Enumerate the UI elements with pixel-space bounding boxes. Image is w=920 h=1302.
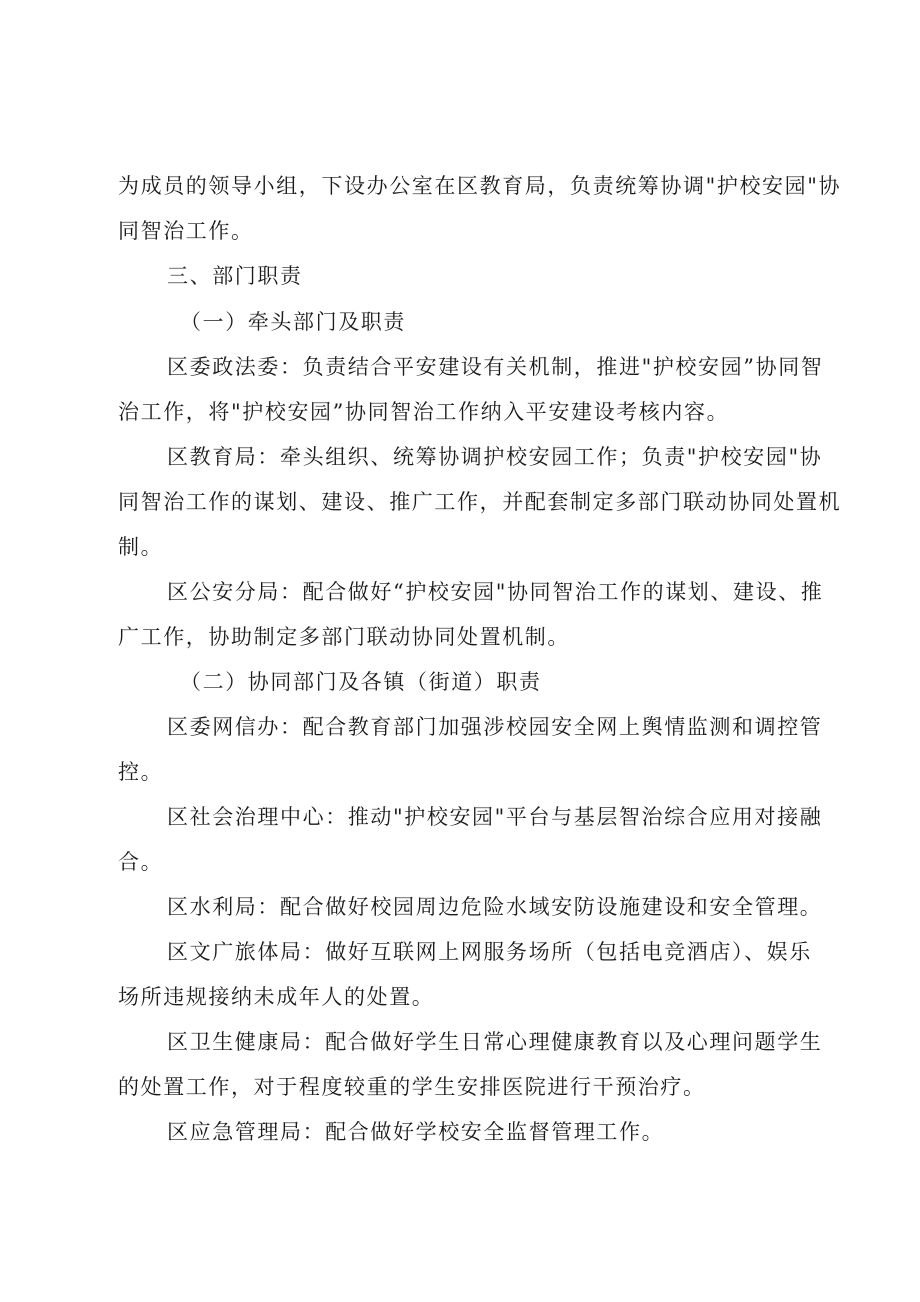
paragraph-line: 治工作，将"护校安园”协同智治工作纳入平安建设考核内容。 bbox=[118, 400, 730, 424]
paragraph-line: 区委网信办：配合教育部门加强涉校园安全网上舆情监测和调控管 bbox=[167, 715, 823, 739]
paragraph-line: 区委政法委：负责结合平安建设有关机制，推进"护校安园”协同智 bbox=[167, 355, 824, 379]
paragraph-line: 区应急管理局：配合做好学校安全监督管理工作。 bbox=[167, 1120, 665, 1144]
paragraph-line: 区教育局：牵头组织、统筹协调护校安园工作；负责"护校安园"协 bbox=[167, 445, 823, 469]
paragraph-line: 区社会治理中心：推动"护校安园"平台与基层智治综合应用对接融 bbox=[167, 805, 823, 829]
paragraph-line: 区公安分局：配合做好“护校安园"协同智治工作的谋划、建设、推 bbox=[167, 580, 824, 604]
paragraph-line: 的处置工作，对于程度较重的学生安排医院进行干预治疗。 bbox=[118, 1075, 706, 1099]
paragraph-line: 制。 bbox=[118, 535, 164, 559]
paragraph-line: 为成员的领导小组，下设办公室在区教育局，负责统筹协调"护校安园"协 bbox=[118, 174, 842, 198]
paragraph-line: 同智治工作。 bbox=[118, 219, 254, 243]
paragraph-line: 区文广旅体局：做好互联网上网服务场所（包括电竞酒店）、娱乐 bbox=[167, 940, 812, 964]
subsection-heading: （二）协同部门及各镇（街道）职责 bbox=[180, 670, 542, 694]
paragraph-line: 场所违规接纳未成年人的处置。 bbox=[118, 985, 435, 1009]
section-heading: 三、部门职责 bbox=[167, 264, 303, 288]
subsection-heading: （一）牵头部门及职责 bbox=[180, 310, 406, 334]
paragraph-line: 区卫生健康局：配合做好学生日常心理健康教育以及心理问题学生 bbox=[167, 1030, 823, 1054]
paragraph-line: 合。 bbox=[118, 850, 164, 874]
paragraph-line: 区水利局：配合做好校园周边危险水域安防设施建设和安全管理。 bbox=[167, 895, 823, 919]
paragraph-line: 广工作，协助制定多部门联动协同处置机制。 bbox=[118, 625, 570, 649]
paragraph-line: 控。 bbox=[118, 760, 164, 784]
paragraph-line: 同智治工作的谋划、建设、推广工作，并配套制定多部门联动协同处置机 bbox=[118, 490, 842, 514]
